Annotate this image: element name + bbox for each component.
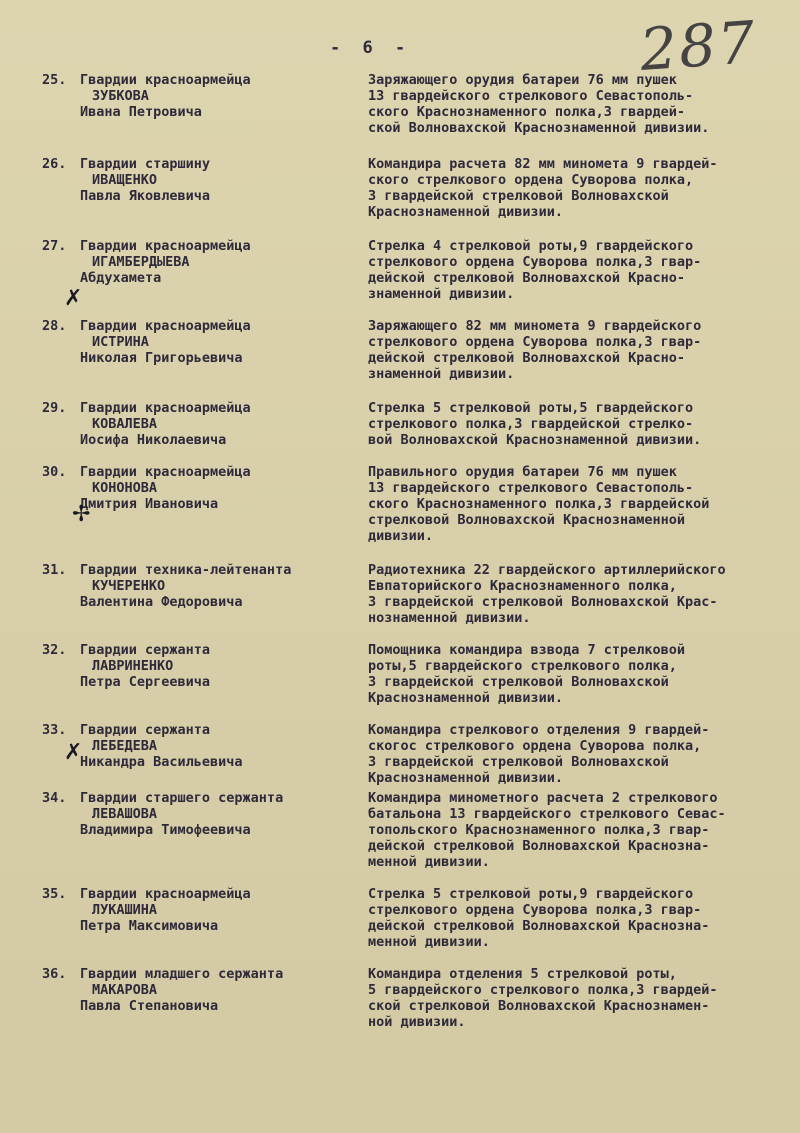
entry-surname: ЛЕБЕДЕВА [92,738,158,754]
page-number: - 6 - [330,38,412,58]
entry-duty: Помощника командира взвода 7 стрелковой роты,5 гвардейского стрелкового полка, 3 гвардейской стрелковой Волновахской Краснознаменной дивизии. [368,642,685,706]
entry-given-name: Дмитрия Ивановича [80,496,219,512]
entry-rank: Гвардии младшего сержанта [80,966,284,982]
entry-surname: ЗУБКОВА [92,88,149,104]
entry-duty: Стрелка 5 стрелковой роты,5 гвардейского стрелкового полка,3 гвардейской стрелко- вой Волновахской Краснознаменной дивизии. [368,400,702,448]
entry-given-name: Валентина Федоровича [80,594,243,610]
entry-given-name: Ивана Петровича [80,104,202,120]
entry-number: 34. [42,790,67,806]
entry-surname: ЛУКАШИНА [92,902,158,918]
pencil-mark-icon: ✗ [64,286,83,311]
entry-surname: ИГАМБЕРДЫЕВА [92,254,190,270]
entry-number: 31. [42,562,67,578]
entry-number: 28. [42,318,67,334]
entry-duty: Правильного орудия батареи 76 мм пушек 13 гвардейского стрелкового Севастополь- ского Краснознаменного полка,3 гвардейской стрелковой Волновахской Краснознаменной дивизии. [368,464,710,544]
entry-rank: Гвардии красноармейца [80,72,251,88]
entry-given-name: Петра Максимовича [80,918,219,934]
entry-number: 25. [42,72,67,88]
pencil-mark-icon: ✗ [64,740,83,765]
entry-rank: Гвардии красноармейца [80,400,251,416]
entry-number: 29. [42,400,67,416]
entry-duty: Радиотехника 22 гвардейского артиллерийского Евпаторийского Краснознаменного полка, 3 гвардейской стрелковой Волновахской Крас- нознаменной дивизии. [368,562,726,626]
entry-given-name: Павла Яковлевича [80,188,211,204]
entry-number: 36. [42,966,67,982]
entry-rank: Гвардии красноармейца [80,238,251,254]
entry-duty: Стрелка 4 стрелковой роты,9 гвардейского стрелкового ордена Суворова полка,3 гвар- дейской стрелковой Волновахской Красно- знаменной дивизии. [368,238,702,302]
entry-duty: Командира отделения 5 стрелковой роты, 5 гвардейского стрелкового полка,3 гвардей- ской стрелковой Волновахской Краснознамен- ной дивизии. [368,966,718,1030]
entry-number: 26. [42,156,67,172]
entry-given-name: Петра Сергеевича [80,674,211,690]
entry-number: 35. [42,886,67,902]
entry-duty: Заряжающего орудия батареи 76 мм пушек 13 гвардейского стрелкового Севастополь- ского Краснознаменного полка,3 гвардей- ской Волновахской Краснознаменной дивизии. [368,72,710,136]
entry-duty: Командира стрелкового отделения 9 гвардей- скогос стрелкового ордена Суворова полка, 3 гвардейской стрелковой Волновахской Краснознаменной дивизии. [368,722,710,786]
entry-given-name: Павла Степановича [80,998,219,1014]
entry-duty: Стрелка 5 стрелковой роты,9 гвардейского стрелкового ордена Суворова полка,3 гвар- дейской стрелковой Волновахской Краснозна- менной дивизии. [368,886,710,950]
entry-rank: Гвардии старшего сержанта [80,790,284,806]
entry-rank: Гвардии сержанта [80,642,211,658]
entry-surname: КУЧЕРЕНКО [92,578,166,594]
entry-surname: КОНОНОВА [92,480,158,496]
entry-given-name: Никандра Васильевича [80,754,243,770]
entry-rank: Гвардии красноармейца [80,886,251,902]
entry-rank: Гвардии старшину [80,156,211,172]
entry-duty: Заряжающего 82 мм миномета 9 гвардейского стрелкового ордена Суворова полка,3 гвар- дейской стрелковой Волновахской Красно- знаменной дивизии. [368,318,702,382]
entry-duty: Командира расчета 82 мм минометa 9 гвардей- ского стрелкового ордена Суворова полка, 3 гвардейской стрелковой Волновахской Краснознаменной дивизии. [368,156,718,220]
entry-surname: ИСТРИНА [92,334,149,350]
entry-surname: ЛАВРИНЕНКО [92,658,174,674]
entry-number: 27. [42,238,67,254]
entry-surname: МАКАРОВА [92,982,158,998]
entry-surname: ЛЕВАШОВА [92,806,158,822]
entry-given-name: Абдухамета [80,270,162,286]
entry-given-name: Владимира Тимофеевича [80,822,251,838]
entry-surname: КОВАЛЕВА [92,416,158,432]
entry-given-name: Николая Григорьевича [80,350,243,366]
entry-duty: Командира минометного расчета 2 стрелкового батальона 13 гвардейского стрелкового Севас- топольского Краснознаменного полка,3 гвар- дейской стрелковой Волновахской Краснозна- менной дивизии. [368,790,726,870]
entry-rank: Гвардии красноармейца [80,464,251,480]
entry-rank: Гвардии красноармейца [80,318,251,334]
handwritten-archive-number: 287 [637,8,759,84]
entry-number: 32. [42,642,67,658]
entry-number: 33. [42,722,67,738]
entry-number: 30. [42,464,67,480]
entry-surname: ИВАЩЕНКО [92,172,158,188]
pencil-mark-icon: ✢ [72,502,91,527]
entry-given-name: Иосифа Николаевича [80,432,227,448]
entry-rank: Гвардии сержанта [80,722,211,738]
entry-rank: Гвардии техника-лейтенанта [80,562,292,578]
